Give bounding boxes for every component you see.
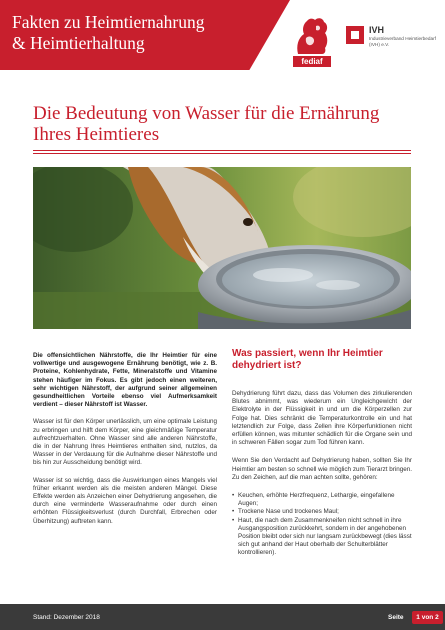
lead-paragraph: Die offensichtlichen Nährstoffe, die Ihr Heimtier für eine vollwertige und ausgewogene Ernährung benötigt, wie z. B. Proteine, Kohlenhydrate, Fette, Mineralstoffe und Vitamine stehen häufiger im Fokus. Es gibt jedoch einen weiteren, sehr wichtigen Nährstoff, der aufgrund seiner allgemeinen gesundheitlichen Vorteile ebenso viel Aufmerksamkeit verdient – dieser Nährstoff ist Wasser. bbox=[33, 352, 217, 409]
page-indicator: 1 von 2 bbox=[412, 611, 443, 624]
dog-drinking-photo bbox=[33, 167, 411, 329]
article-title bbox=[33, 103, 413, 145]
body-paragraph-2: Wasser ist so wichtig, dass die Auswirkungen eines Mangels viel früher erkannt werden als die meisten anderen Mängel. Diese Effekte werden als Anzeichen einer Dehydrierung angesehen, die durch eine verminderte Wasseraufnahme oder durch einen erhöhten Flüssigkeitsverlust (durch Durchfall, Erbrechen oder Überhitzung) auftreten kann. bbox=[33, 476, 217, 525]
title-divider-thin bbox=[33, 153, 411, 154]
header-title-line2: & Heimtierhaltung bbox=[12, 33, 145, 53]
right-column bbox=[232, 348, 412, 558]
article-title-line1: Die Bedeutung von Wasser für die Ernährung bbox=[33, 103, 380, 124]
title-divider bbox=[33, 150, 411, 151]
header-title bbox=[12, 12, 272, 54]
left-column bbox=[33, 352, 217, 535]
right-paragraph-1: Dehydrierung führt dazu, dass das Volumen des zirkulierenden Blutes abnimmt, was wiederum ein Ungleichgewicht der Elektrolyte in der Flüssigkeit in und um die Körperzellen zur Folge hat. Dies schränkt die Temperaturkontrolle ein und hat letztendlich zur Folge, dass Zellen ihre Körperfunktionen nicht erfüllen können, was mitunter schädlich für die Organe sein und in schweren Fällen sogar zum Tod führen kann. bbox=[232, 390, 412, 447]
fediaf-logo-label: fediaf bbox=[293, 56, 331, 67]
footer-page-label: Seite bbox=[388, 614, 404, 621]
ivh-logo-subtitle: Industrieverband Heimtierbedarf (IVH) e.V. bbox=[369, 36, 436, 47]
list-item: • Keuchen, erhöhte Herzfrequenz, Lethargie, eingefallene Augen; bbox=[232, 492, 412, 508]
header-title-line1: Fakten zu Heimtiernahrung bbox=[12, 12, 205, 32]
ivh-logo-mark bbox=[346, 26, 364, 44]
footer-date: Stand: Dezember 2018 bbox=[33, 614, 100, 621]
list-item: • Trockene Nase und trockenes Maul; bbox=[232, 508, 412, 516]
list-item: • Haut, die nach dem Zusammenkneifen nicht schnell in ihre Ausgangsposition zurückkehrt, sondern in der angehobenen Position bleibt oder sich nur langsam zurückbewegt (dies lässt sich gut anhand der Haut oberhalb der Schulterblätter kontrollieren). bbox=[232, 517, 412, 558]
symptom-list bbox=[232, 492, 412, 558]
right-paragraph-2: Wenn Sie den Verdacht auf Dehydrierung haben, sollten Sie Ihr Heimtier am besten so schnell wie möglich zum Tierarzt bringen. Zu den Zeichen, auf die man achten sollte, gehören: bbox=[232, 457, 412, 481]
footer-bar bbox=[0, 604, 445, 630]
article-title-line2: Ihres Heimtieres bbox=[33, 124, 160, 145]
section-heading: Was passiert, wenn Ihr Heimtier dehydriert ist? bbox=[232, 348, 383, 371]
ivh-logo-name: IVH bbox=[369, 25, 385, 35]
body-paragraph-1: Wasser ist für den Körper unerlässlich, um eine optimale Leistung zu erbringen und hilft dem Körper, eine gleichmäßige Temperatur aufrechtzuerhalten. Ohne Wasser sind alle anderen Nährstoffe, die in der Nahrung Ihres Heimtieres enthalten sind, nutzlos, da Wasser in der Verdauung für die Aufnahme dieser Nährstoffe und bis hin zur Ausscheidung benötigt wird. bbox=[33, 418, 217, 467]
